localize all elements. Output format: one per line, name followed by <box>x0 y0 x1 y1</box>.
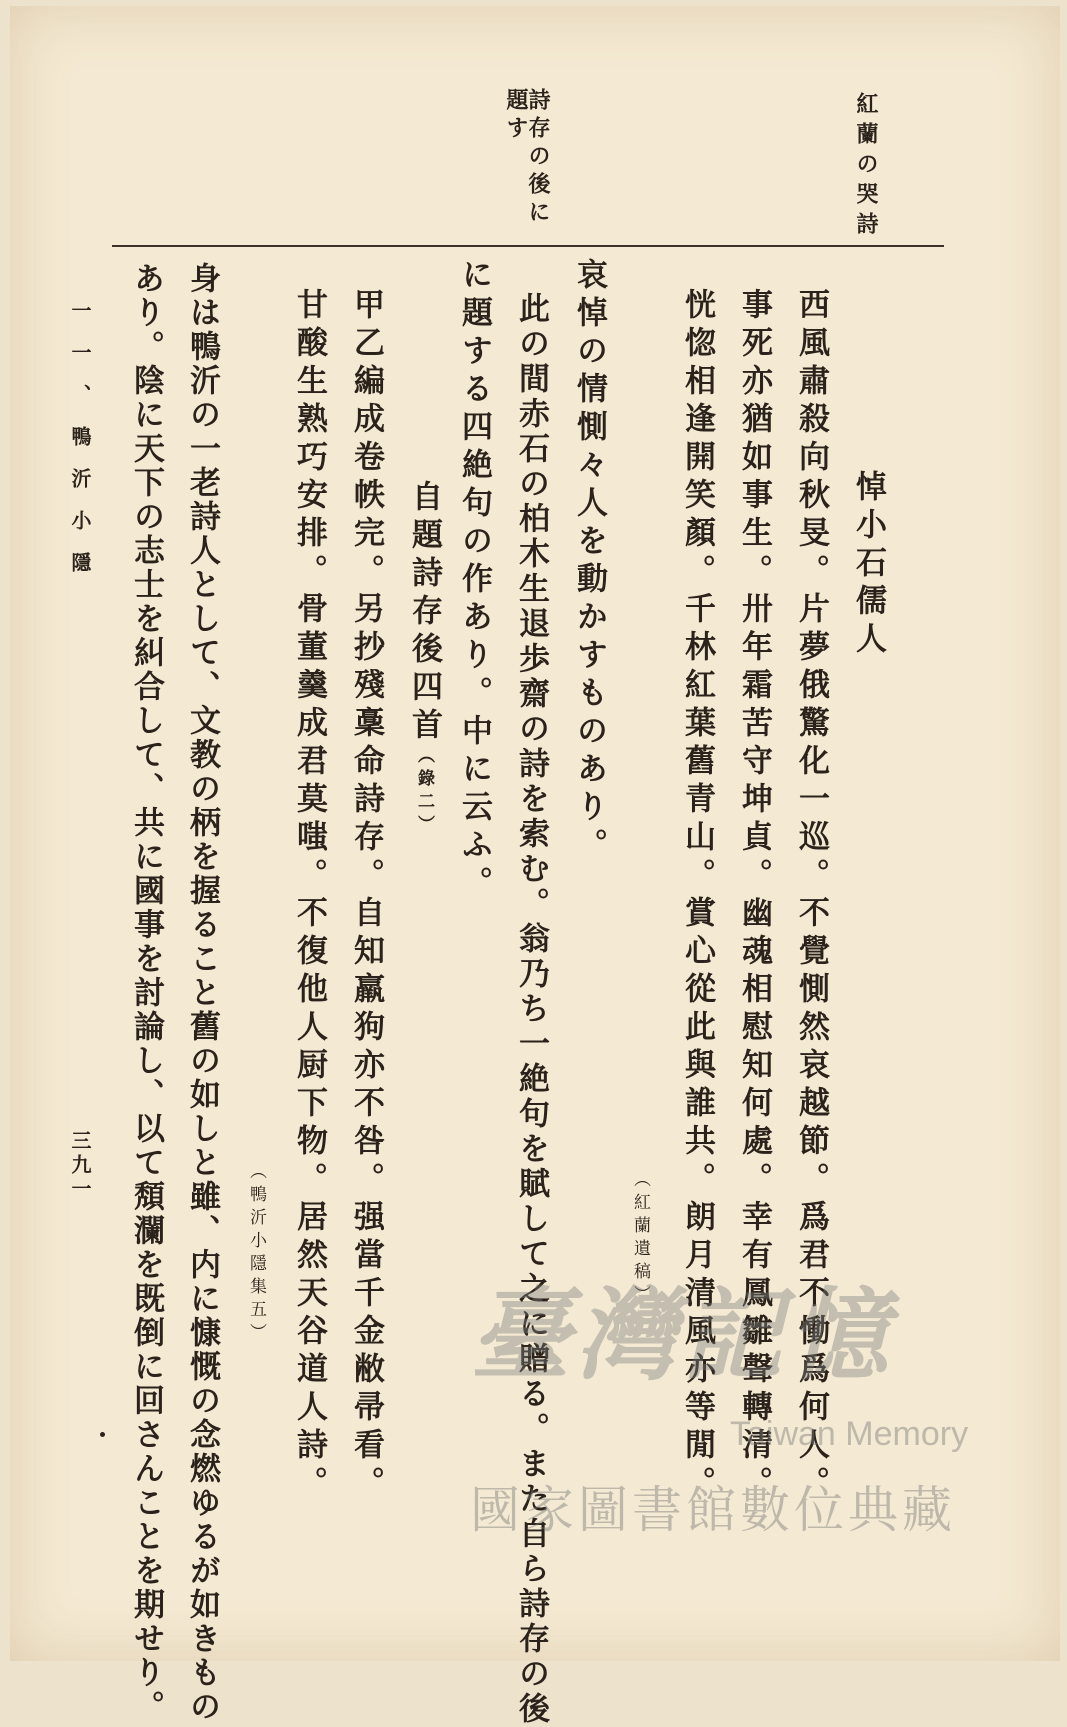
section-title: 詩存の後に題す <box>503 88 551 228</box>
poem2-title-text: 自題詩存後四首 <box>406 480 442 746</box>
running-title: 紅蘭の哭詩 <box>853 92 879 242</box>
prose1-line-1: 哀悼の情惻々人を動かすものあり。 <box>571 258 607 866</box>
poem1-line-2: 事死亦猶如事生。卅年霜苦守坤貞。幽魂相慰知何處。幸有鳳雛聲轉清。 <box>736 288 772 1504</box>
poem2-source-note: （鴨沂小隱集五） <box>246 1162 266 1346</box>
poem1-source-note: （紅蘭遺稿） <box>630 1170 650 1308</box>
poem2-title-note: （錄二） <box>414 746 434 838</box>
poem2-line-1: 甲乙編成卷帙完。另抄殘稾命詩存。自知羸狗亦不咎。强當千金敝帚看。 <box>348 288 384 1504</box>
watermark-english: Taiwan Memory <box>730 1415 969 1453</box>
prose2-line-1: 身は鴨沂の一老詩人として、文教の柄を握ること舊の如しと雖、内に慷慨の念燃ゆるが如きもの <box>184 262 220 1724</box>
poem1-line-1: 西風肅殺向秋旻。片夢俄驚化一巡。不覺惻然哀越節。爲君不慟爲何人。 <box>793 288 829 1504</box>
header-rule <box>112 245 944 247</box>
page-number: 三九一 <box>68 1130 92 1202</box>
prose2-line-2: あり。陰に天下の志士を糾合して、共に國事を討論し、以て頽瀾を既倒に回さんことを期せり。 <box>128 262 164 1724</box>
watermark-institution: 國家圖書館數位典藏 <box>470 1481 956 1539</box>
poem1-title: 悼小石儒人 <box>850 470 886 660</box>
footer-chapter: 一一、鴨沂小隱 <box>68 300 92 594</box>
poem2-title <box>406 480 442 838</box>
prose1-line-3: に題する四絶句の作あり。中に云ふ。 <box>456 258 492 904</box>
poem2-line-2: 甘酸生熟巧安排。骨董羹成君莫嗤。不復他人厨下物。居然天谷道人詩。 <box>291 288 327 1504</box>
ink-dot <box>100 1432 105 1437</box>
poem1-line-3: 恍惚相逢開笑顏。千林紅葉舊青山。賞心從此與誰共。朗月清風亦等閒。 <box>679 288 715 1504</box>
watermark-logo: 臺灣記憶 <box>470 1276 894 1394</box>
prose1-line-2: 此の間赤石の柏木生退歩齋の詩を索む。翁乃ち一絶句を賦して之に贈る。また自ら詩存の後 <box>513 292 549 1727</box>
